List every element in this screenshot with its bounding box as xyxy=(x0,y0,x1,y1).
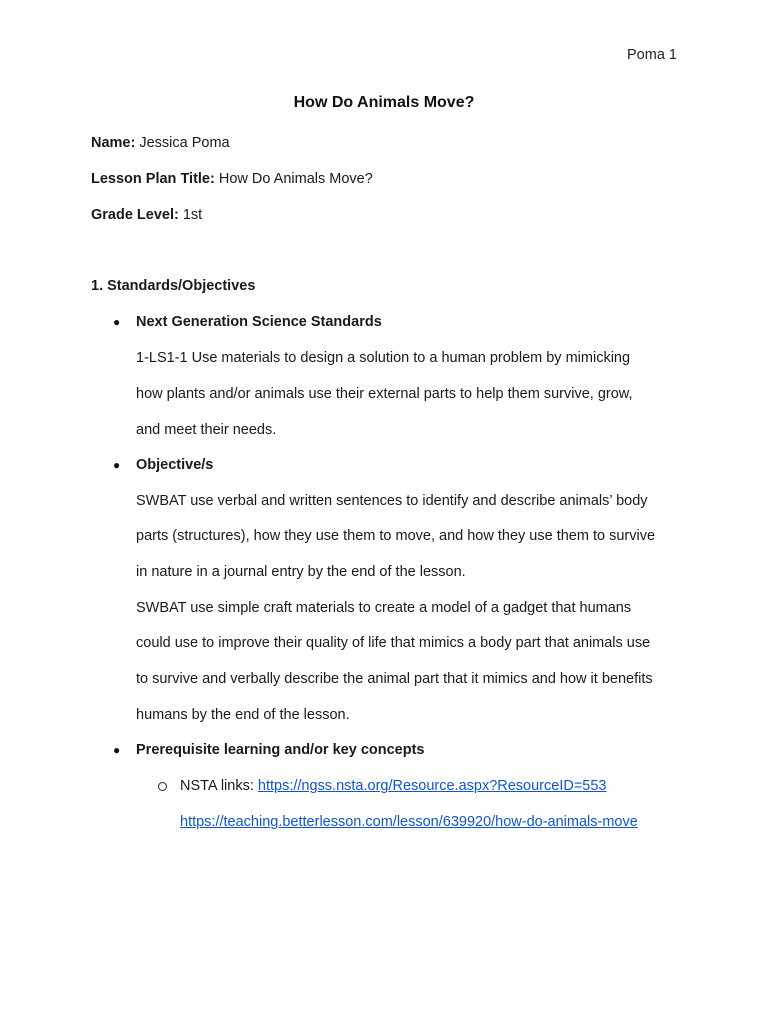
grade-level-field xyxy=(91,207,202,223)
name-label: Name: xyxy=(91,135,136,151)
nsta-links-prefix: NSTA links: xyxy=(180,778,258,794)
bullet-icon: ● xyxy=(113,458,121,472)
ngss-line-2: how plants and/or animals use their external parts to help them survive, grow, xyxy=(136,386,633,402)
betterlesson-link-line xyxy=(180,814,638,830)
nsta-links-line xyxy=(180,778,607,794)
nsta-resource-link[interactable]: https://ngss.nsta.org/Resource.aspx?ResourceID=553 xyxy=(257,778,607,794)
bullet-heading-prerequisite: Prerequisite learning and/or key concepts xyxy=(136,742,425,758)
bullet-icon: ● xyxy=(113,315,121,329)
betterlesson-link[interactable]: https://teaching.betterlesson.com/lesson/639920/how-do-animals-move xyxy=(180,814,638,830)
objective-line-4: SWBAT use simple craft materials to create a model of a gadget that humans xyxy=(136,600,632,616)
ngss-line-3: and meet their needs. xyxy=(136,422,277,438)
lesson-title-label: Lesson Plan Title: xyxy=(91,171,215,187)
lesson-title-field xyxy=(91,171,373,187)
document-title: How Do Animals Move? xyxy=(293,94,475,111)
bullet-heading-objectives: Objective/s xyxy=(136,457,214,473)
objective-line-1: SWBAT use verbal and written sentences to identify and describe animals’ body xyxy=(136,493,648,509)
objective-line-3: in nature in a journal entry by the end of the lesson. xyxy=(136,564,466,580)
name-value: Jessica Poma xyxy=(135,135,230,151)
page-header: Poma 1 xyxy=(627,47,677,63)
grade-level-label: Grade Level: xyxy=(91,207,179,223)
objective-line-5: could use to improve their quality of life that mimics a body part that animals use xyxy=(136,635,651,651)
objective-line-7: humans by the end of the lesson. xyxy=(136,707,350,723)
ngss-line-1: 1-LS1-1 Use materials to design a solution to a human problem by mimicking xyxy=(136,350,631,366)
name-field xyxy=(91,135,230,151)
grade-level-value: 1st xyxy=(178,207,203,223)
bullet-heading-ngss: Next Generation Science Standards xyxy=(136,314,382,330)
objective-line-2: parts (structures), how they use them to move, and how they use them to survive xyxy=(136,528,656,544)
section-heading: 1. Standards/Objectives xyxy=(91,278,256,294)
hollow-circle-bullet-icon xyxy=(158,782,167,791)
lesson-title-value: How Do Animals Move? xyxy=(214,171,373,187)
bullet-icon: ● xyxy=(113,743,121,757)
objective-line-6: to survive and verbally describe the animal part that it mimics and how it benefits xyxy=(136,671,653,687)
